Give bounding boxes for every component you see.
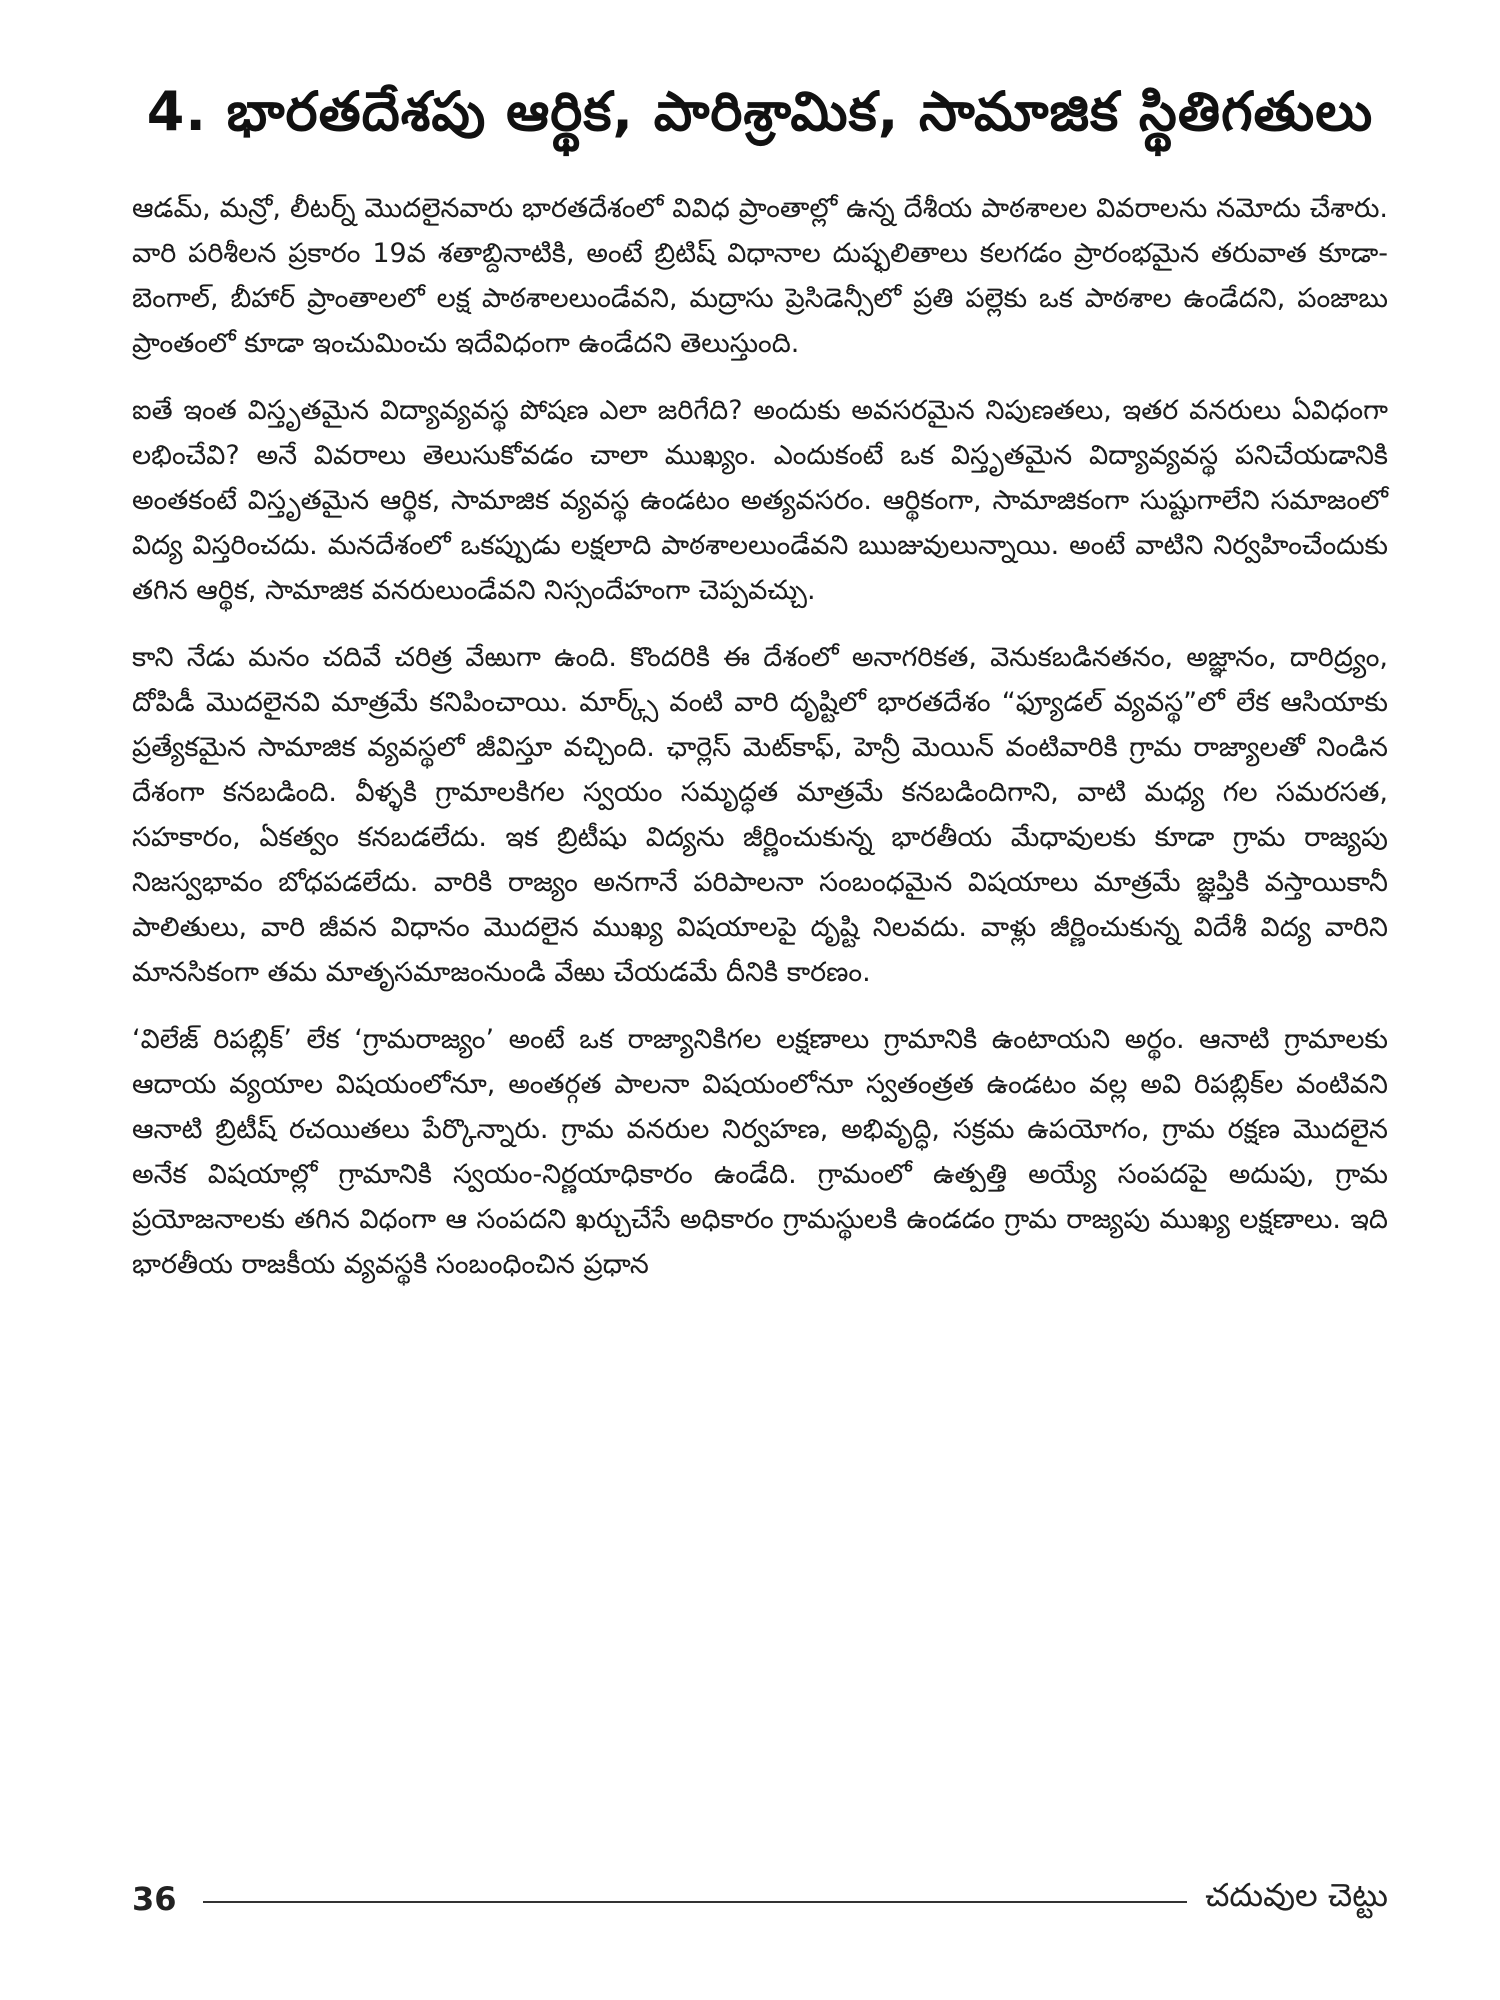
footer-divider	[203, 1901, 1188, 1903]
chapter-title: 4. భారతదేశపు ఆర్థిక, పారిశ్రామిక, సామాజిక స్థితిగతులు	[146, 80, 1374, 143]
body-text	[132, 186, 1388, 1287]
page-footer	[132, 1874, 1388, 1924]
page-number: 36	[132, 1880, 177, 1918]
paragraph-3: కాని నేడు మనం చదివే చరిత్ర వేఱుగా ఉంది. కొందరికి ఈ దేశంలో అనాగరికత, వెనుకబడినతనం, అజ్ఞానం, దారిద్ర్యం, దోపిడీ మొదలైనవి మాత్రమే కనిపించాయి. మార్క్స్ వంటి వారి దృష్టిలో భారతదేశం “ఫ్యూడల్ వ్యవస్థ”లో లేక ఆసియాకు ప్రత్యేకమైన సామాజిక వ్యవస్థలో జీవిస్తూ వచ్చింది. ఛార్లెస్ మెట్‌కాఫ్, హెన్రీ మెయిన్ వంటివారికి గ్రామ రాజ్యాలతో నిండిన దేశంగా కనబడింది. వీళ్ళకి గ్రామాలకిగల స్వయం సమృద్ధత మాత్రమే కనబడిందిగాని, వాటి మధ్య గల సమరసత, సహకారం, ఏకత్వం కనబడలేదు. ఇక బ్రిటీషు విద్యను జీర్ణించుకున్న భారతీయ మేధావులకు కూడా గ్రామ రాజ్యపు నిజస్వభావం బోధపడలేదు. వారికి రాజ్యం అనగానే పరిపాలనా సంబంధమైన విషయాలు మాత్రమే జ్ఞప్తికి వస్తాయికానీ పాలితులు, వారి జీవన విధానం మొదలైన ముఖ్య విషయాలపై దృష్టి నిలవదు. వాళ్లు జీర్ణించుకున్న విదేశీ విద్య వారిని మానసికంగా తమ మాతృసమాజంనుండి వేఱు చేయడమే దీనికి కారణం.	[132, 641, 1388, 988]
paragraph-2: ఐతే ఇంత విస్తృతమైన విద్యావ్యవస్థ పోషణ ఎలా జరిగేది? అందుకు అవసరమైన నిపుణతలు, ఇతర వనరులు ఏవిధంగా లభించేవి? అనే వివరాలు తెలుసుకోవడం చాలా ముఖ్యం. ఎందుకంటే ఒక విస్తృతమైన విద్యావ్యవస్థ పనిచేయడానికి అంతకంటే విస్తృతమైన ఆర్థిక, సామాజిక వ్యవస్థ ఉండటం అత్యవసరం. ఆర్థికంగా, సామాజికంగా సుష్టుగాలేని సమాజంలో విద్య విస్తరించదు. మనదేశంలో ఒకప్పుడు లక్షలాది పాఠశాలలుండేవని ఋజువులున్నాయి. అంటే వాటిని నిర్వహించేందుకు తగిన ఆర్థిక, సామాజిక వనరులుండేవని నిస్సందేహంగా చెప్పవచ్చు.	[132, 394, 1388, 606]
book-title: చదువుల చెట్టు	[1205, 1876, 1388, 1914]
paragraph-4: ‘విలేజ్ రిపబ్లిక్’ లేక ‘గ్రామరాజ్యం’ అంటే ఒక రాజ్యానికిగల లక్షణాలు గ్రామానికి ఉంటాయని అర్థం. ఆనాటి గ్రామాలకు ఆదాయ వ్యయాల విషయంలోనూ, అంతర్గత పాలనా విషయంలోనూ స్వతంత్రత ఉండటం వల్ల అవి రిపబ్లిక్‌ల వంటివని ఆనాటి బ్రిటీష్ రచయితలు పేర్కొన్నారు. గ్రామ వనరుల నిర్వహణ, అభివృద్ధి, సక్రమ ఉపయోగం, గ్రామ రక్షణ మొదలైన అనేక విషయాల్లో గ్రామానికి స్వయం-నిర్ణయాధికారం ఉండేది. గ్రామంలో ఉత్పత్తి అయ్యే సంపదపై అదుపు, గ్రామ ప్రయోజనాలకు తగిన విధంగా ఆ సంపదని ఖర్చుచేసే అధికారం గ్రామస్థులకి ఉండడం గ్రామ రాజ్యపు ముఖ్య లక్షణాలు. ఇది భారతీయ రాజకీయ వ్యవస్థకి సంబంధించిన ప్రధాన	[132, 1023, 1388, 1280]
paragraph-1: ఆడమ్, మన్రో, లీటర్న్ మొదలైనవారు భారతదేశంలో వివిధ ప్రాంతాల్లో ఉన్న దేశీయ పాఠశాలల వివరాలను నమోదు చేశారు. వారి పరిశీలన ప్రకారం 19వ శతాబ్దినాటికి, అంటే బ్రిటిష్ విధానాల దుష్ఫలితాలు కలగడం ప్రారంభమైన తరువాత కూడా-బెంగాల్, బీహార్ ప్రాంతాలలో లక్ష పాఠశాలలుండేవని, మద్రాసు ప్రెసిడెన్సీలో ప్రతి పల్లెకు ఒక పాఠశాల ఉండేదని, పంజాబు ప్రాంతంలో కూడా ఇంచుమించు ఇదేవిధంగా ఉండేదని తెలుస్తుంది.	[132, 192, 1388, 359]
